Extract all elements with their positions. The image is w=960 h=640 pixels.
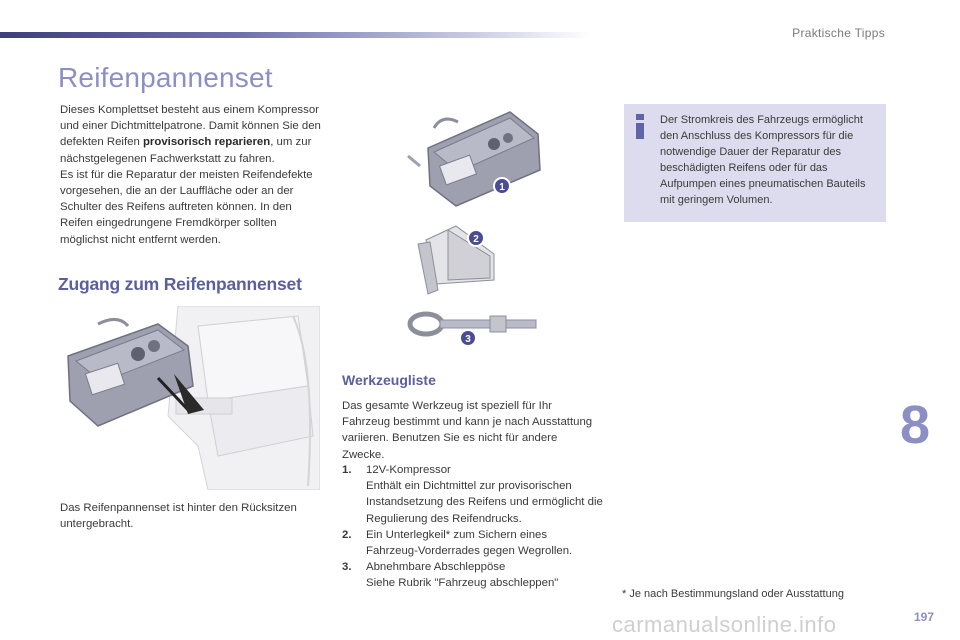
tool-item-wheel-chock — [342, 527, 610, 559]
callout-label-3: 3 — [465, 334, 471, 345]
tool-title: Ein Unterlegkeil* zum Sichern eines — [366, 528, 548, 541]
tools-intro: Das gesamte Werkzeug ist speziell für Ihr Fahrzeug bestimmt und kann je nach Ausstattung variieren. Benutzen Sie es nicht für andere Zwecke. — [342, 400, 593, 461]
footnote: * Je nach Bestimmungsland oder Ausstattung — [622, 588, 844, 600]
tool-title: 12V-Kompressor — [366, 464, 451, 476]
trunk-kit-illustration — [58, 306, 320, 490]
intro-bold-text: provisorisch reparieren — [142, 136, 271, 149]
access-caption: Das Reifenpannenset ist hinter den Rücksitzen untergebracht. — [60, 502, 297, 530]
callout-label-2: 2 — [473, 234, 479, 245]
section-label: Praktische Tipps — [792, 26, 885, 40]
tool-description: Siehe Rubrik "Fahrzeug abschleppen" — [366, 577, 559, 590]
tools-heading: Werkzeugliste — [342, 372, 436, 388]
access-heading: Zugang zum Reifenpannenset — [58, 274, 302, 294]
info-icon — [634, 114, 646, 140]
intro-paragraph — [60, 102, 322, 248]
info-text: Der Stromkreis des Fahrzeugs ermöglicht den Anschluss des Kompressors für die notwendige Dauer der Reparatur des beschädigten Reifens oder für das Aufpumpen eines pneumatischen Bauteils mit geringem Volumen. — [660, 114, 866, 206]
watermark: carmanualsonline.info — [612, 612, 837, 637]
tool-list — [342, 462, 610, 592]
intro-text-1: Dieses Komplettset besteht aus einem Kompressor und einer Dichtmittelpatrone. Damit können Sie den defekten Reifen — [60, 104, 321, 149]
tool-number: 2. — [342, 528, 352, 541]
header-gradient-bar — [0, 32, 590, 38]
tool-description: Fahrzeug-Vorderrades gegen Wegrollen. — [366, 545, 573, 558]
tool-item-towing-eye — [342, 559, 610, 591]
tool-number: 1. — [342, 464, 352, 476]
chapter-number: 8 — [900, 395, 931, 455]
intro-text-3: Es ist für die Reparatur der meisten Reifendefekte vorgesehen, die an der Lauffläche oder an der Schulter des Reifens auftreten können. In den Reifen eingedrungene Fremdkörper sollten möglichst nicht entfernt werden. — [60, 168, 313, 246]
callout-label-1: 1 — [499, 182, 505, 193]
info-box — [624, 104, 886, 222]
tool-description: Enthält ein Dichtmittel zur provisorischen Instandsetzung des Reifens und ermöglicht die Regulierung des Reifendrucks. — [366, 480, 603, 525]
tool-number: 3. — [342, 561, 352, 574]
tool-item-compressor — [342, 462, 610, 527]
tool-title: Abnehmbare Abschleppöse — [366, 561, 506, 574]
page-title: Reifenpannenset — [58, 62, 273, 93]
page-number: 197 — [914, 610, 935, 624]
tools-illustration — [398, 108, 548, 348]
intro-text-2: , um zur nächstgelegenen Fachwerkstatt zu fahren. — [60, 136, 312, 165]
